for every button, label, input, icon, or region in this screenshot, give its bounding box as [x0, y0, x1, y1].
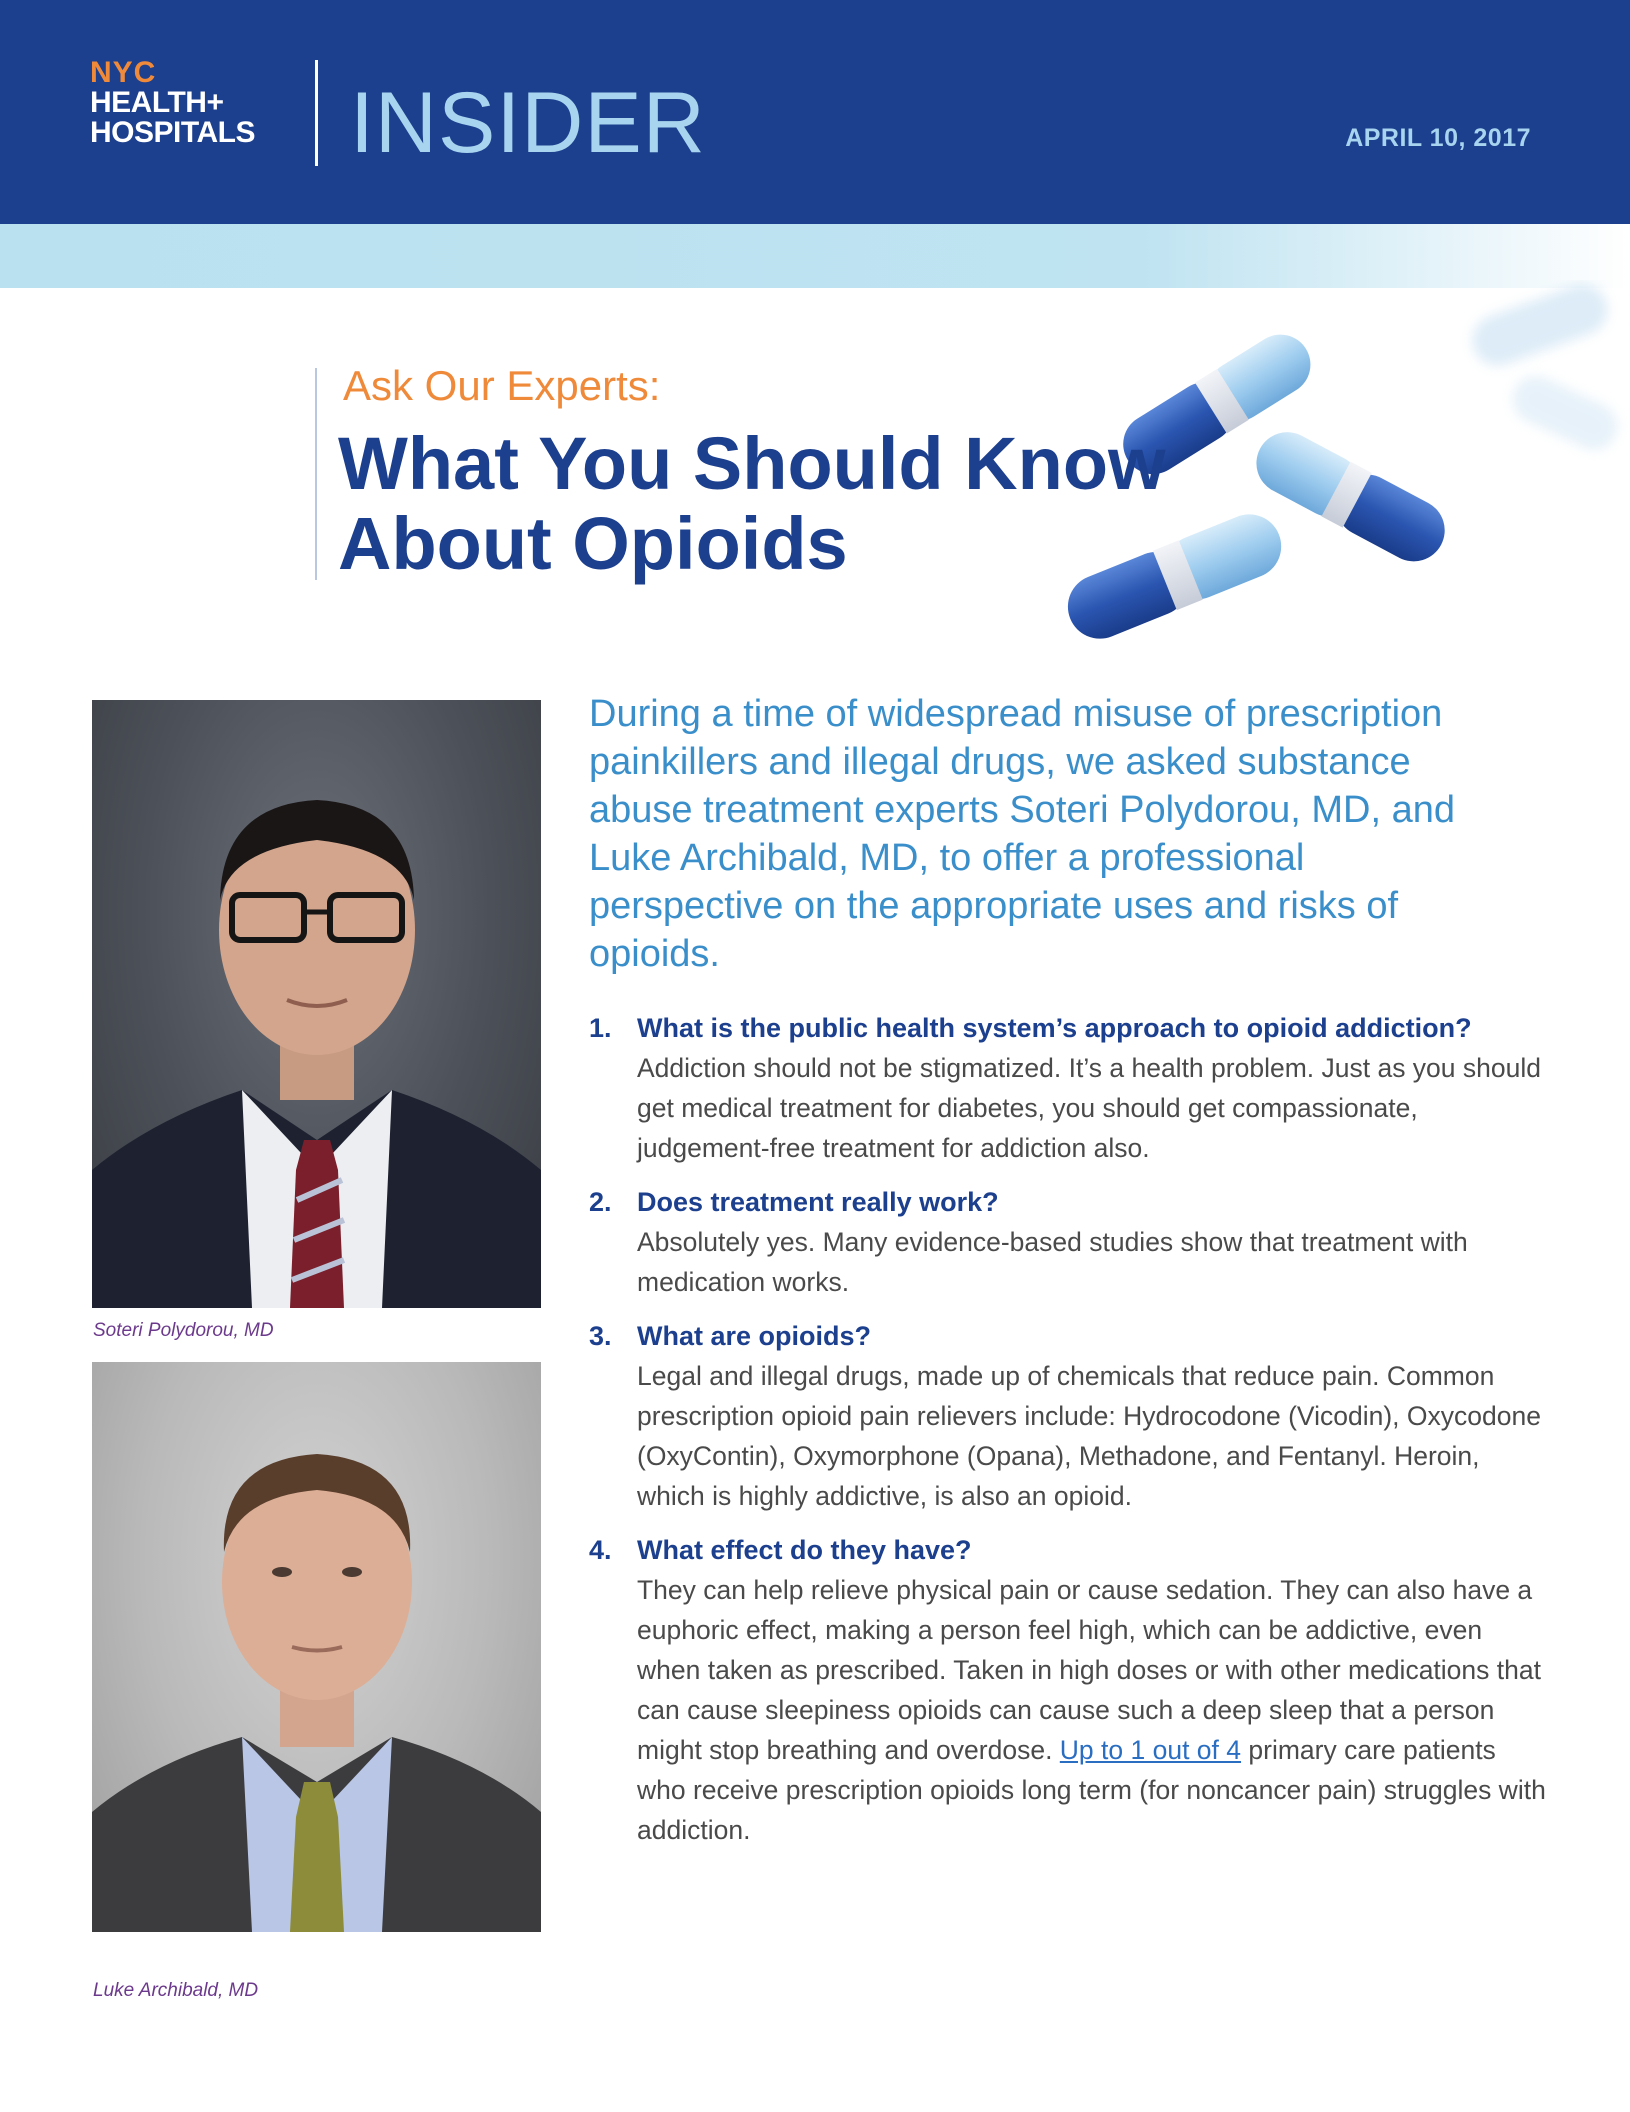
qa-number: 1. — [589, 1013, 612, 1043]
publication-title: INSIDER — [350, 75, 706, 171]
title-rule — [315, 368, 317, 580]
photo-soteri-polydorou — [92, 700, 541, 1308]
logo-hospitals: HOSPITALS — [90, 116, 255, 149]
qa-answer: Absolutely yes. Many evidence-based studies show that treatment with medication works. — [637, 1227, 1468, 1297]
photo-caption-archibald: Luke Archibald, MD — [93, 1980, 259, 2001]
qa-item — [589, 1316, 1549, 1516]
qa-answer — [637, 1570, 1549, 1850]
title-line-2: About Opioids — [338, 502, 848, 585]
logo-health — [90, 88, 290, 118]
qa-number: 3. — [589, 1321, 612, 1351]
header-banner — [0, 0, 1630, 224]
qa-item — [589, 1008, 1549, 1168]
title-line-1: What You Should Know — [338, 422, 1166, 505]
qa-answer: Legal and illegal drugs, made up of chemicals that reduce pain. Common prescription opioid pain relievers include: Hydrocodone (Vicodin), Oxycodone (OxyContin), Oxymorphone (Opana), Methadone, and Fentanyl. Heroin, which is highly addictive, is also an opioid. — [637, 1361, 1541, 1511]
qa-list — [589, 1008, 1549, 1850]
qa-question: What effect do they have? — [637, 1535, 972, 1565]
qa-answer-text-cont: primary care patients who receive prescription opioids long term (for noncancer pain) struggles with addiction. — [637, 1735, 1546, 1845]
logo-health-text: HEALTH — [90, 86, 207, 119]
qa-answer: Addiction should not be stigmatized. It’s a health problem. Just as you should get medical treatment for diabetes, you should get compassionate, judgement-free treatment for addiction also. — [637, 1053, 1541, 1163]
qa-number: 2. — [589, 1187, 612, 1217]
qa-item — [589, 1182, 1549, 1302]
qa-question: Does treatment really work? — [637, 1187, 999, 1217]
article-kicker: Ask Our Experts: — [343, 362, 661, 409]
qa-item — [589, 1530, 1549, 1850]
logo-plus: + — [206, 86, 224, 119]
nyc-health-hospitals-logo[interactable] — [90, 58, 290, 148]
qa-number: 4. — [589, 1535, 612, 1565]
portrait-man-glasses-icon — [92, 700, 541, 1308]
photo-caption-polydorou: Soteri Polydorou, MD — [93, 1320, 274, 1341]
intro-paragraph: During a time of widespread misuse of prescription painkillers and illegal drugs, we asked substance abuse treatment experts Soteri Polydorou, MD, and Luke Archibald, MD, to offer a professional perspective on the appropriate uses and risks of opioids. — [589, 693, 1456, 975]
issue-date: APRIL 10, 2017 — [1345, 124, 1531, 152]
logo-nyc: NYC — [90, 56, 157, 89]
header-subbar — [0, 224, 1630, 288]
qa-answer-text: They can help relieve physical pain or cause sedation. They can also have a euphoric effect, making a person feel high, which can be addictive, even when taken as prescribed. Taken in high doses or with other medications that can cause sleepiness opioids can cause such a deep sleep that a person might stop breathing and overdose. — [637, 1575, 1541, 1765]
article-title — [338, 424, 1238, 584]
statistic-link[interactable]: Up to 1 out of 4 — [1059, 1735, 1242, 1765]
portrait-man-suit-icon — [92, 1362, 541, 1932]
qa-question: What are opioids? — [637, 1321, 872, 1351]
photo-luke-archibald — [92, 1362, 541, 1932]
header-divider — [315, 60, 318, 166]
qa-question: What is the public health system’s approach to opioid addiction? — [637, 1013, 1472, 1043]
